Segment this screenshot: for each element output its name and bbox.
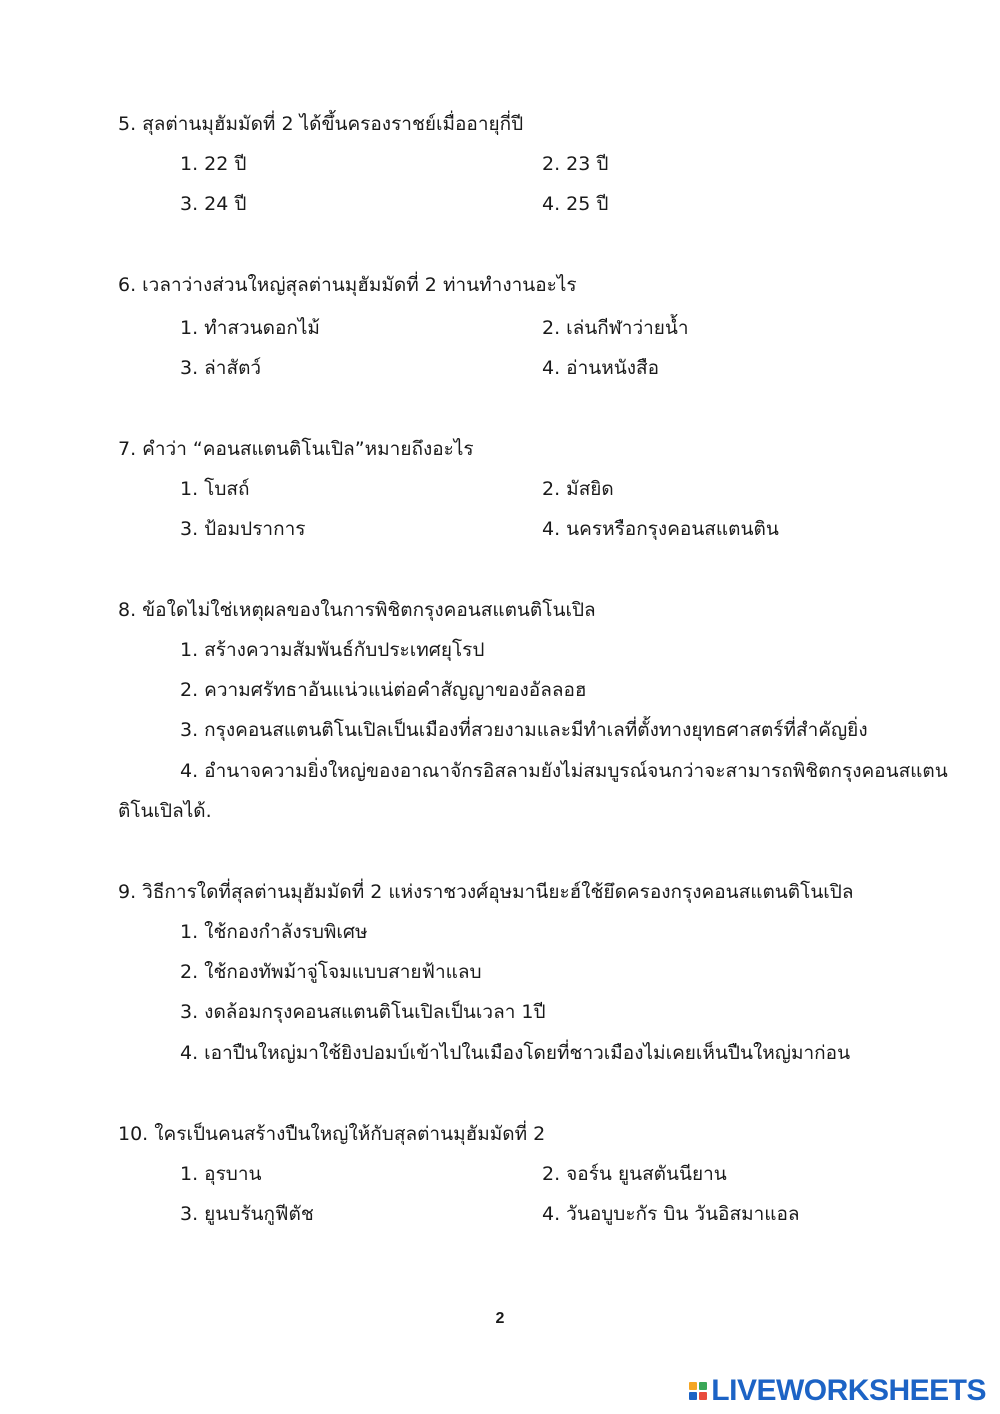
q6-option-3: 3. ล่าสัตว์ — [180, 357, 262, 379]
liveworksheets-logo — [689, 1374, 986, 1408]
q7-option-2: 2. มัสยิด — [542, 478, 614, 500]
question-5: 5. สุลต่านมุฮัมมัดที่ 2 ได้ขึ้นครองราชย์เมื่ออายุกี่ปี — [118, 113, 524, 135]
q5-option-2: 2. 23 ปี — [542, 153, 609, 175]
q10-option-3: 3. ยูนบรันกูฟีตัช — [180, 1203, 314, 1225]
q9-option-4: 4. เอาปืนใหญ่มาใช้ยิงปอมบ์เข้าไปในเมืองโดยที่ชาวเมืองไม่เคยเห็นปืนใหญ่มาก่อน — [180, 1042, 851, 1064]
q9-option-3: 3. งดล้อมกรุงคอนสแตนติโนเปิลเป็นเวลา 1ปี — [180, 1001, 546, 1023]
q10-option-4: 4. วันอบูบะกัร บิน วันอิสมาแอล — [542, 1203, 800, 1225]
liveworksheets-grid-icon — [689, 1382, 707, 1400]
q8-option-1: 1. สร้างความสัมพันธ์กับประเทศยุโรป — [180, 639, 485, 661]
question-6: 6. เวลาว่างส่วนใหญ่สุลต่านมุฮัมมัดที่ 2 ท่านทำงานอะไร — [118, 274, 577, 296]
question-10: 10. ใครเป็นคนสร้างปืนใหญ่ให้กับสุลต่านมุฮัมมัดที่ 2 — [118, 1123, 546, 1145]
q6-option-2: 2. เล่นกีฬาว่ายน้ำ — [542, 317, 689, 339]
question-8: 8. ข้อใดไม่ใช่เหตุผลของในการพิชิตกรุงคอนสแตนติโนเปิล — [118, 599, 596, 621]
q8-option-4: 4. อำนาจความยิ่งใหญ่ของอาณาจักรอิสลามยังไม่สมบูรณ์จนกว่าจะสามารถพิชิตกรุงคอนสแตน — [180, 760, 948, 782]
q8-option-2: 2. ความศรัทธาอันแน่วแน่ต่อคำสัญญาของอัลลอฮ — [180, 679, 587, 701]
logo-square-1 — [689, 1382, 697, 1390]
q5-option-1: 1. 22 ปี — [180, 153, 247, 175]
q9-option-1: 1. ใช้กองกำลังรบพิเศษ — [180, 921, 368, 943]
q5-option-3: 3. 24 ปี — [180, 193, 247, 215]
q7-option-4: 4. นครหรือกรุงคอนสแตนติน — [542, 518, 779, 540]
q10-option-1: 1. อุรบาน — [180, 1163, 262, 1185]
q8-option-4-continuation: ติโนเปิลได้. — [118, 800, 212, 822]
question-9: 9. วิธีการใดที่สุลต่านมุฮัมมัดที่ 2 แห่งราชวงศ์อุษมานียะฮ์ใช้ยึดครองกรุงคอนสแตนติโนเปิล — [118, 881, 854, 903]
q6-option-1: 1. ทำสวนดอกไม้ — [180, 317, 320, 339]
q6-option-4: 4. อ่านหนังสือ — [542, 357, 660, 379]
logo-square-3 — [689, 1392, 697, 1400]
brand-name: LIVEWORKSHEETS — [711, 1374, 986, 1407]
q5-option-4: 4. 25 ปี — [542, 193, 609, 215]
question-7: 7. คำว่า “คอนสแตนติโนเปิล”หมายถึงอะไร — [118, 438, 474, 460]
q8-option-3: 3. กรุงคอนสแตนติโนเปิลเป็นเมืองที่สวยงามและมีทำเลที่ตั้งทางยุทธศาสตร์ที่สำคัญยิ่ง — [180, 719, 868, 741]
logo-square-2 — [699, 1382, 707, 1390]
q9-option-2: 2. ใช้กองทัพม้าจู่โจมแบบสายฟ้าแลบ — [180, 961, 482, 983]
page-number: 2 — [495, 1310, 505, 1327]
q7-option-3: 3. ป้อมปราการ — [180, 518, 306, 540]
logo-square-4 — [699, 1392, 707, 1400]
q10-option-2: 2. จอร์น ยูนสตันนียาน — [542, 1163, 727, 1185]
q7-option-1: 1. โบสถ์ — [180, 478, 250, 500]
